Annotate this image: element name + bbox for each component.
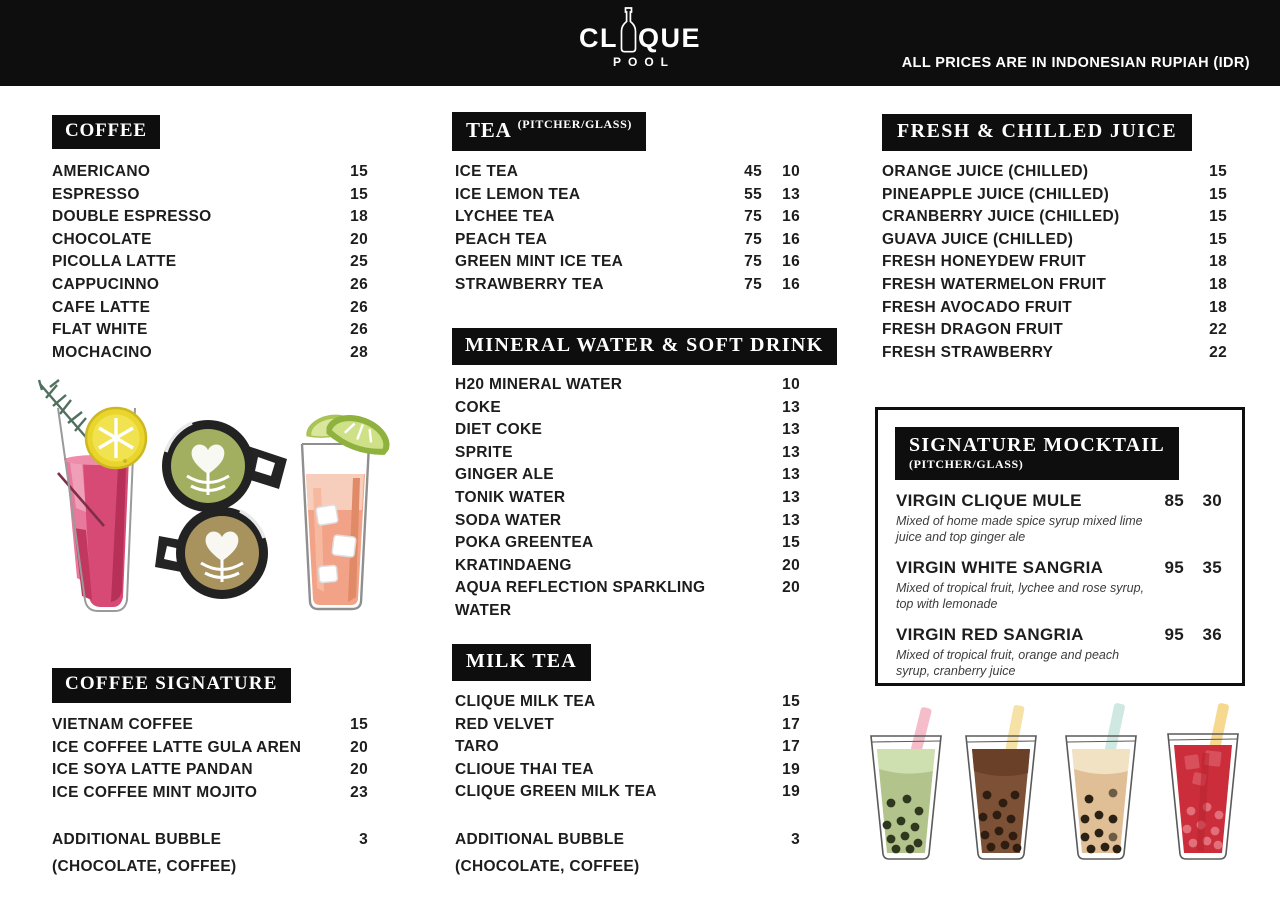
menu-item-row (455, 487, 800, 510)
currency-note: ALL PRICES ARE IN INDONESIAN RUPIAH (IDR) (901, 55, 1250, 71)
item-price: 3 (791, 831, 800, 848)
menu-item-row (52, 342, 368, 365)
item-price-pitcher: 95 (1164, 558, 1184, 577)
item-name: ADDITIONAL BUBBLE (52, 831, 222, 848)
item-price: 20 (782, 556, 800, 574)
item-price: 26 (350, 321, 368, 339)
item-name: KRATINDAENG (455, 556, 572, 574)
coffee-list (52, 161, 368, 364)
tea-title-sub: (PITCHER/GLASS) (517, 117, 632, 131)
item-price: 26 (350, 275, 368, 293)
item-name: COKE (455, 398, 501, 416)
item-price: 15 (1209, 230, 1227, 248)
menu-item-row (455, 532, 800, 555)
coffee-signature-list (52, 714, 368, 804)
item-price-glass: 10 (782, 163, 800, 180)
item-name: ORANGE JUICE (CHILLED) (882, 163, 1089, 180)
item-price: 15 (350, 185, 368, 203)
item-name: VIRGIN CLIQUE MULE (896, 491, 1082, 510)
milk-tea-list (455, 691, 800, 804)
item-price-pitcher: 85 (1164, 491, 1184, 510)
menu-item-row (882, 229, 1227, 252)
item-price: 13 (782, 443, 800, 461)
section-title-signature-mocktail (895, 427, 1179, 480)
menu-item-row (882, 184, 1227, 207)
item-price: 15 (782, 693, 800, 710)
item-price: 20 (350, 738, 368, 756)
brand-logo (579, 7, 701, 69)
matcha-boba-icon (871, 707, 941, 859)
bottle-icon (620, 7, 637, 53)
lemon-slice-icon (86, 408, 146, 468)
item-name: FRESH STRAWBERRY (882, 343, 1054, 361)
menu-item-row (882, 319, 1227, 342)
item-price: 28 (350, 343, 368, 361)
brand-name-post: QUE (637, 23, 702, 54)
item-name: TARO (455, 738, 499, 756)
menu-item-row (455, 510, 800, 533)
item-price: 3 (359, 831, 368, 848)
item-price-pitcher: 75 (744, 275, 762, 293)
section-title-juice: FRESH & CHILLED JUICE (882, 114, 1192, 151)
item-name: VIRGIN WHITE SANGRIA (896, 558, 1104, 577)
menu-item-row (896, 491, 1222, 511)
item-name: GUAVA JUICE (CHILLED) (882, 230, 1074, 248)
section-title-tea (452, 112, 646, 151)
item-name: RED VELVET (455, 715, 555, 733)
item-price: 15 (1209, 185, 1227, 203)
menu-item-row (455, 397, 800, 420)
item-price: 22 (1209, 321, 1227, 339)
brand-name-pre: CL (578, 23, 618, 54)
item-price: 15 (350, 163, 368, 180)
menu-item-row (52, 206, 368, 229)
item-name: SODA WATER (455, 511, 562, 529)
item-price: 20 (350, 230, 368, 248)
item-name: STRAWBERRY TEA (455, 275, 604, 293)
item-name: DOUBLE ESPRESSO (52, 208, 212, 226)
item-price: 13 (782, 511, 800, 529)
item-price: 19 (782, 760, 800, 778)
item-name: TONIK WATER (455, 488, 566, 506)
item-name: CRANBERRY JUICE (CHILLED) (882, 208, 1120, 226)
chocolate-boba-icon (966, 705, 1036, 859)
item-name: FRESH WATERMELON FRUIT (882, 275, 1107, 293)
menu-item-row (52, 297, 368, 320)
item-name: FRESH AVOCADO FRUIT (882, 298, 1072, 316)
menu-item-row (896, 625, 1222, 645)
header-bar (0, 0, 1280, 86)
item-price-glass: 16 (782, 275, 800, 293)
item-name: MOCHACINO (52, 343, 152, 361)
menu-item-row (455, 419, 800, 442)
menu-item-row (52, 714, 368, 737)
item-note: (CHOCOLATE, COFFEE) (52, 858, 237, 875)
tea-title-text: TEA (466, 118, 512, 142)
menu-item-row (455, 555, 800, 578)
menu-item-row (882, 274, 1227, 297)
item-name: GREEN MINT ICE TEA (455, 253, 624, 271)
menu-item-row (882, 161, 1227, 184)
item-name: ICE SOYA LATTE PANDAN (52, 761, 253, 779)
item-name: CLIQUE MILK TEA (455, 693, 596, 710)
menu-item-row (455, 826, 800, 853)
menu-item-row (455, 274, 800, 297)
tea-list (455, 161, 800, 297)
item-price: 17 (782, 715, 800, 733)
item-price-pitcher: 55 (744, 185, 762, 203)
item-price-glass: 30 (1202, 491, 1222, 510)
milk-tea-extra (455, 826, 800, 880)
item-name: POKA GREENTEA (455, 534, 594, 552)
bubble-tea-illustration (863, 703, 1248, 878)
mocktail-title-sub: (PITCHER/GLASS) (909, 457, 1024, 471)
menu-item-row (455, 464, 800, 487)
mocktail-item (896, 625, 1222, 679)
menu-item-row (52, 161, 368, 184)
strawberry-boba-icon (1168, 703, 1238, 859)
mocktail-item (896, 491, 1222, 545)
item-name: SPRITE (455, 443, 513, 461)
item-name: AQUA REFLECTION SPARKLING WATER (455, 579, 706, 619)
item-name: PICOLLA LATTE (52, 253, 177, 271)
menu-item-row (882, 251, 1227, 274)
item-price: 13 (782, 421, 800, 439)
section-title-mineral-water: MINERAL WATER & SOFT DRINK (452, 328, 837, 365)
menu-item-row (52, 782, 368, 805)
brand-subtitle: POOL (612, 55, 676, 69)
menu-item-row (455, 577, 800, 622)
item-name: CHOCOLATE (52, 230, 152, 248)
item-name: ICE LEMON TEA (455, 185, 581, 203)
item-name: ICE TEA (455, 163, 519, 180)
item-name: CAFE LATTE (52, 298, 151, 316)
menu-item-row (455, 759, 800, 782)
menu-item-row (882, 297, 1227, 320)
section-title-milk-tea: MILK TEA (452, 644, 591, 681)
item-price: 18 (1209, 253, 1227, 271)
item-name: ICE COFFEE LATTE GULA AREN (52, 738, 302, 756)
item-name: FLAT WHITE (52, 321, 148, 339)
item-price: 23 (350, 783, 368, 801)
iced-tea-glass-icon (302, 407, 396, 609)
item-price: 13 (782, 466, 800, 484)
item-description: Mixed of home made spice syrup mixed lime juice and top ginger ale (896, 514, 1143, 544)
drinks-illustration (30, 378, 405, 633)
item-price-pitcher: 75 (744, 253, 762, 271)
item-price-glass: 16 (782, 230, 800, 248)
menu-item-row (455, 714, 800, 737)
juice-list (882, 161, 1227, 364)
menu-item-row (455, 229, 800, 252)
coffee-signature-extra (52, 826, 368, 880)
item-name: CLIQUE GREEN MILK TEA (455, 783, 657, 801)
item-price: 22 (1209, 343, 1227, 361)
item-price-pitcher: 95 (1164, 625, 1184, 644)
item-price: 20 (350, 761, 368, 779)
item-price: 13 (782, 398, 800, 416)
menu-item-row (882, 206, 1227, 229)
menu-item-row (455, 374, 800, 397)
item-price-pitcher: 75 (744, 230, 762, 248)
item-price-glass: 16 (782, 253, 800, 271)
item-price: 18 (1209, 275, 1227, 293)
menu-item-row (52, 319, 368, 342)
menu-item-row (52, 826, 368, 853)
item-name: VIETNAM COFFEE (52, 716, 194, 733)
item-price-pitcher: 75 (744, 208, 762, 226)
item-description: Mixed of tropical fruit, orange and peach syrup, cranberry juice (896, 648, 1120, 678)
section-title-coffee-signature: COFFEE SIGNATURE (52, 668, 291, 703)
item-name: VIRGIN RED SANGRIA (896, 625, 1084, 644)
mocktail-item (896, 558, 1222, 612)
item-price-glass: 35 (1202, 558, 1222, 577)
menu-item-row (455, 781, 800, 804)
menu-item-row (455, 691, 800, 714)
mineral-water-list (455, 374, 800, 623)
mocktail-title-text: SIGNATURE MOCKTAIL (909, 434, 1165, 456)
item-price-glass: 13 (782, 185, 800, 203)
item-price: 26 (350, 298, 368, 316)
item-price: 18 (1209, 298, 1227, 316)
item-note: (CHOCOLATE, COFFEE) (455, 858, 640, 875)
item-name: CAPPUCINNO (52, 275, 160, 293)
item-name: GINGER ALE (455, 466, 554, 484)
item-name: ESPRESSO (52, 185, 140, 203)
menu-item-row (455, 251, 800, 274)
matcha-latte-icon (162, 420, 287, 512)
menu-item-row (896, 558, 1222, 578)
menu-item-row (52, 759, 368, 782)
menu-item-row (455, 442, 800, 465)
item-price: 20 (782, 579, 800, 597)
mocktail-list (878, 491, 1242, 679)
item-name: ADDITIONAL BUBBLE (455, 831, 625, 848)
item-description: Mixed of tropical fruit, lychee and rose syrup, top with lemonade (896, 581, 1145, 611)
menu-item-row (882, 342, 1227, 365)
item-name: H20 MINERAL WATER (455, 376, 623, 393)
item-price: 13 (782, 488, 800, 506)
menu-item-row (455, 184, 800, 207)
item-price: 15 (782, 534, 800, 552)
item-name: FRESH DRAGON FRUIT (882, 321, 1064, 339)
section-title-coffee: COFFEE (52, 115, 160, 149)
item-price-pitcher: 45 (744, 163, 762, 180)
item-price: 10 (782, 376, 800, 393)
item-price: 17 (782, 738, 800, 756)
brand-name (579, 7, 701, 52)
item-price: 15 (1209, 163, 1227, 180)
item-price-glass: 36 (1202, 625, 1222, 644)
coffee-latte-icon (155, 507, 268, 599)
item-price: 15 (1209, 208, 1227, 226)
menu-item-row (52, 251, 368, 274)
item-price: 18 (350, 208, 368, 226)
item-price: 15 (350, 716, 368, 733)
signature-mocktail-box (875, 407, 1245, 686)
menu-item-row (455, 161, 800, 184)
item-price: 25 (350, 253, 368, 271)
item-name: PINEAPPLE JUICE (CHILLED) (882, 185, 1110, 203)
item-name: AMERICANO (52, 163, 151, 180)
menu-item-row (52, 274, 368, 297)
item-name: CLIOUE THAI TEA (455, 760, 594, 778)
item-name: ICE COFFEE MINT MOJITO (52, 783, 258, 801)
item-price-glass: 16 (782, 208, 800, 226)
milk-tea-boba-icon (1066, 703, 1136, 859)
menu-item-row (455, 736, 800, 759)
item-name: LYCHEE TEA (455, 208, 555, 226)
menu-item-row (52, 737, 368, 760)
menu-item-row (52, 229, 368, 252)
item-name: FRESH HONEYDEW FRUIT (882, 253, 1087, 271)
item-price: 19 (782, 783, 800, 801)
menu-item-row (455, 206, 800, 229)
menu-item-row (52, 184, 368, 207)
item-name: DIET COKE (455, 421, 543, 439)
item-name: PEACH TEA (455, 230, 548, 248)
